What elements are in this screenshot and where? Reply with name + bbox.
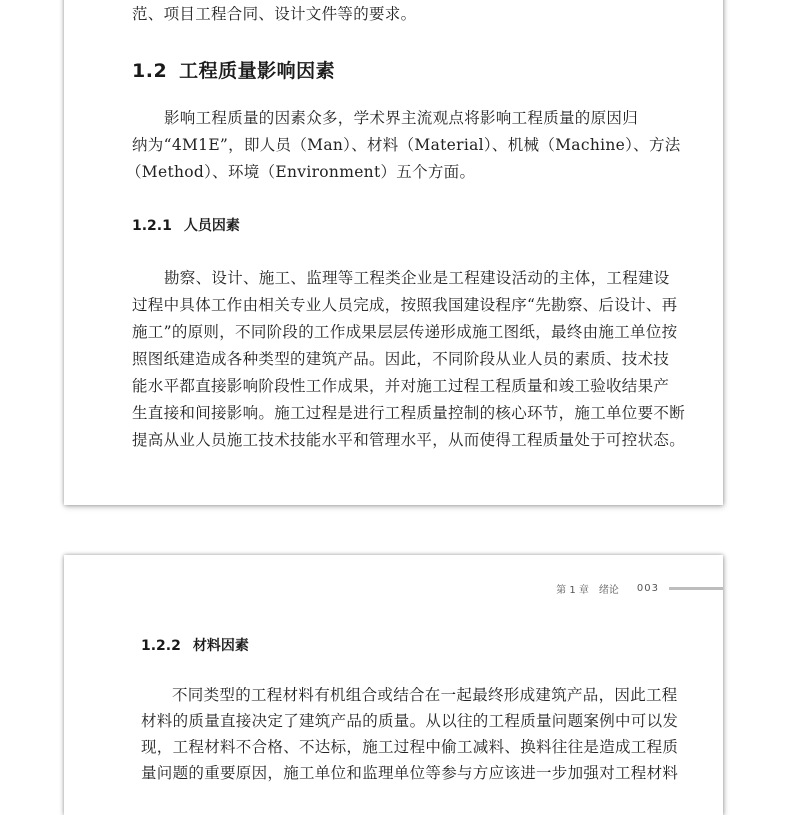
body-text-line: 材料的质量直接决定了建筑产品的质量。从以往的工程质量问题案例中可以发 bbox=[141, 712, 679, 730]
body-text-line: 照图纸建造成各种类型的建筑产品。因此，不同阶段从业人员的素质、技术技 bbox=[132, 350, 670, 368]
section-heading-1-2-2 bbox=[141, 635, 249, 655]
body-text-line: 能水平都直接影响阶段性工作成果，并对施工过程工程质量和竣工验收结果产 bbox=[132, 377, 670, 395]
body-text-line: 量问题的重要原因，施工单位和监理单位等参与方应该进一步加强对工程材料 bbox=[141, 764, 679, 782]
body-text-line: 生直接和间接影响。施工过程是进行工程质量控制的核心环节，施工单位要不断 bbox=[132, 404, 686, 422]
body-text-line: 施工”的原则，不同阶段的工作成果层层传递形成施工图纸，最终由施工单位按 bbox=[132, 323, 678, 341]
section-heading-1-2 bbox=[132, 56, 335, 83]
body-text-line: 纳为“4M1E”，即人员（Man）、材料（Material）、机械（Machine）、方法 bbox=[132, 136, 681, 154]
section-number: 1.2.2 bbox=[141, 638, 181, 654]
section-number: 1.2 bbox=[132, 60, 168, 82]
running-head-rule bbox=[669, 587, 723, 590]
body-text-line: 不同类型的工程材料有机组合或结合在一起最终形成建筑产品，因此工程 bbox=[172, 686, 678, 704]
section-title: 材料因素 bbox=[192, 638, 249, 654]
section-heading-1-2-1 bbox=[132, 215, 240, 235]
document-page-lower bbox=[64, 555, 723, 815]
section-number: 1.2.1 bbox=[132, 218, 172, 234]
body-text-line: 现，工程材料不合格、不达标，施工过程中偷工减料、换料往往是造成工程质 bbox=[141, 738, 679, 756]
section-title: 工程质量影响因素 bbox=[179, 60, 336, 82]
running-head bbox=[556, 581, 723, 596]
body-text-line: 提高从业人员施工技术技能水平和管理水平，从而使得工程质量处于可控状态。 bbox=[132, 431, 686, 449]
body-text-line: 勘察、设计、施工、监理等工程类企业是工程建设活动的主体，工程建设 bbox=[164, 269, 670, 287]
body-text-line: 影响工程质量的因素众多，学术界主流观点将影响工程质量的原因归 bbox=[164, 109, 639, 127]
running-head-chapter: 第 1 章 绪论 bbox=[556, 585, 619, 596]
document-page-upper bbox=[64, 0, 723, 505]
body-text-line: （Method）、环境（Environment）五个方面。 bbox=[126, 163, 476, 181]
body-text-line: 范、项目工程合同、设计文件等的要求。 bbox=[132, 5, 417, 23]
body-text-line: 过程中具体工作由相关专业人员完成，按照我国建设程序“先勘察、后设计、再 bbox=[132, 296, 678, 314]
page-number: 003 bbox=[636, 583, 659, 594]
section-title: 人员因素 bbox=[183, 218, 240, 234]
